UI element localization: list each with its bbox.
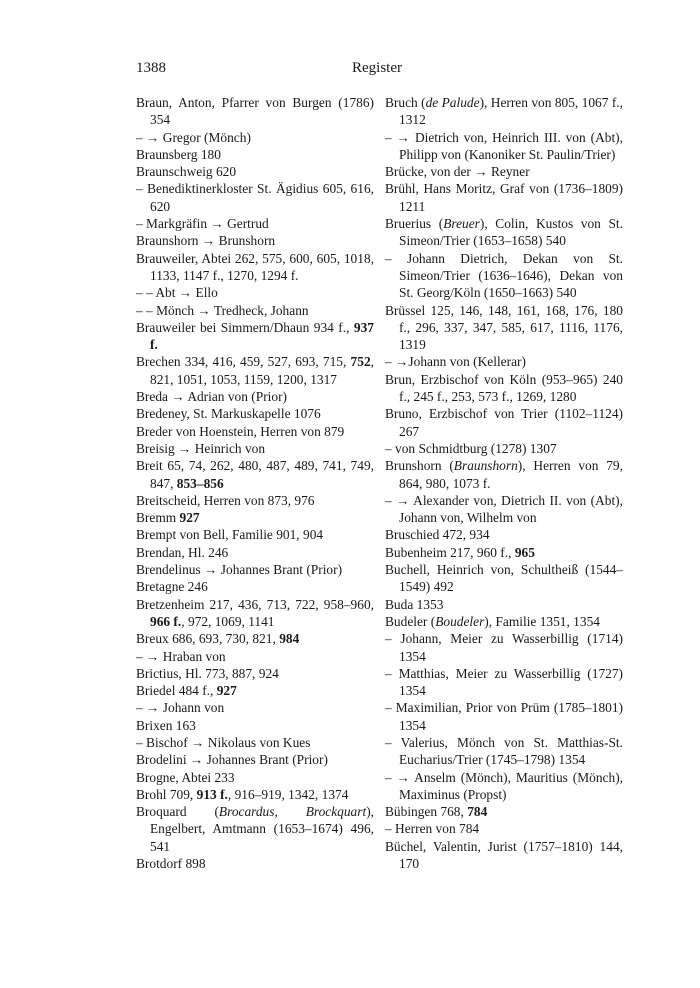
index-entry: Breit 65, 74, 262, 480, 487, 489, 741, 749, 847, 853–856	[136, 458, 374, 491]
index-column-left	[136, 94, 374, 872]
index-entry: Bretzenheim 217, 436, 713, 722, 958–960, 966 f., 972, 1069, 1141	[136, 596, 374, 629]
index-entry: – → Gregor (Mönch)	[136, 129, 251, 145]
index-entry: Bübingen 768, 784	[385, 804, 488, 820]
index-entry: Brücke, von der → Reyner	[385, 164, 530, 180]
index-entry: Bremm 927	[136, 510, 200, 526]
running-head: Register	[352, 60, 402, 76]
index-entry: Braun, Anton, Pfarrer von Burgen (1786) 354	[136, 95, 374, 128]
index-entry: – → Dietrich von, Heinrich III. von (Abt), Philipp von (Kanoniker St. Paulin/Trier)	[385, 129, 623, 162]
index-entry: Braunshorn → Brunshorn	[136, 233, 276, 249]
index-entry: – – Abt → Ello	[136, 285, 218, 301]
index-entry: Breux 686, 693, 730, 821, 984	[136, 631, 300, 647]
index-entry: – → Anselm (Mönch), Mauritius (Mönch), Maximinus (Propst)	[385, 769, 623, 802]
index-entry: Brendelinus → Johannes Brant (Prior)	[136, 562, 343, 578]
index-entry: – →Johann von (Kellerar)	[385, 354, 526, 370]
index-entry: Bruerius (Breuer), Colin, Kustos von St. Simeon/Trier (1653–1658) 540	[385, 216, 623, 249]
index-entry: – Bischof → Nikolaus von Kues	[136, 734, 311, 750]
index-entry: Bubenheim 217, 960 f., 965	[385, 544, 535, 560]
index-entry: Brauweiler, Abtei 262, 575, 600, 605, 1018, 1133, 1147 f., 1270, 1294 f.	[136, 250, 374, 283]
index-entry: Brunshorn (Braunshorn), Herren von 79, 864, 980, 1073 f.	[385, 458, 623, 491]
index-entry: Breisig → Heinrich von	[136, 440, 266, 456]
index-entry: – → Alexander von, Dietrich II. von (Abt), Johann von, Wilhelm von	[385, 492, 623, 526]
index-entry: Brodelini → Johannes Brant (Prior)	[136, 752, 328, 768]
index-entry: Bruch (de Palude), Herren von 805, 1067 f., 1312	[385, 95, 623, 128]
index-entry: – → Johann von	[136, 700, 225, 716]
index-entry: Brendan, Hl. 246	[136, 544, 229, 560]
index-entry: – von Schmidtburg (1278) 1307	[385, 440, 557, 456]
index-entry: Briedel 484 f., 927	[136, 683, 237, 699]
index-entry: – → Hraban von	[136, 648, 226, 664]
index-entry: Brechen 334, 416, 459, 527, 693, 715, 752, 821, 1051, 1053, 1159, 1200, 1317	[136, 354, 374, 387]
index-entry: Breda → Adrian von (Prior)	[136, 389, 287, 405]
index-entry: Brempt von Bell, Familie 901, 904	[136, 527, 324, 543]
index-entry: Brotdorf 898	[136, 856, 206, 872]
index-entry: Brühl, Hans Moritz, Graf von (1736–1809) 1211	[385, 181, 623, 214]
index-column-right	[385, 94, 623, 872]
page-number: 1388	[136, 60, 166, 76]
index-entry: Bruschied 472, 934	[385, 527, 490, 543]
index-entry: – – Mönch → Tredheck, Johann	[136, 302, 309, 318]
index-entry: Brohl 709, 913 f., 916–919, 1342, 1374	[136, 786, 349, 802]
index-entry: Breitscheid, Herren von 873, 976	[136, 492, 315, 508]
index-entry: Brogne, Abtei 233	[136, 769, 235, 785]
index-entry: Braunschweig 620	[136, 164, 237, 180]
index-entry: Brüssel 125, 146, 148, 161, 168, 176, 180 f., 296, 337, 347, 585, 617, 1116, 1176, 1319	[385, 302, 623, 353]
index-entry: Bretagne 246	[136, 579, 208, 595]
index-entry: – Markgräfin → Gertrud	[136, 216, 269, 232]
index-entry: – Maximilian, Prior von Prüm (1785–1801) 1354	[385, 700, 623, 733]
index-entry: Brictius, Hl. 773, 887, 924	[136, 665, 279, 681]
index-entry: Brun, Erzbischof von Köln (953–965) 240 f., 245 f., 253, 573 f., 1269, 1280	[385, 371, 623, 405]
index-entry: Brauweiler bei Simmern/Dhaun 934 f., 937 f.	[136, 319, 374, 353]
index-entry: Breder von Hoenstein, Herren von 879	[136, 423, 345, 439]
index-entry: – Johann Dietrich, Dekan von St. Simeon/Trier (1636–1646), Dekan von St. Georg/Köln (1650–1663) 540	[385, 250, 623, 301]
index-entry: – Matthias, Meier zu Wasserbillig (1727) 1354	[385, 665, 623, 699]
index-entry: Broquard (Brocardus, Brockquart), Engelbert, Amtmann (1653–1674) 496, 541	[136, 804, 374, 854]
index-entry: – Johann, Meier zu Wasserbillig (1714) 1354	[385, 631, 623, 664]
index-entry: – Herren von 784	[385, 821, 480, 837]
index-entry: Braunsberg 180	[136, 146, 221, 162]
index-entry: Brixen 163	[136, 717, 196, 733]
index-entry: Bruno, Erzbischof von Trier (1102–1124) 267	[385, 406, 623, 439]
index-entry: Buchell, Heinrich von, Schultheiß (1544–1549) 492	[385, 562, 623, 595]
index-entry: Büchel, Valentin, Jurist (1757–1810) 144, 170	[385, 838, 623, 872]
index-entry: Budeler (Boudeler), Familie 1351, 1354	[385, 613, 600, 629]
index-entry: – Benediktinerkloster St. Ägidius 605, 616, 620	[136, 181, 374, 214]
index-entry: Buda 1353	[385, 596, 444, 612]
index-entry: Bredeney, St. Markuskapelle 1076	[136, 406, 321, 422]
index-entry: – Valerius, Mönch von St. Matthias-St. Eucharius/Trier (1745–1798) 1354	[385, 734, 623, 768]
